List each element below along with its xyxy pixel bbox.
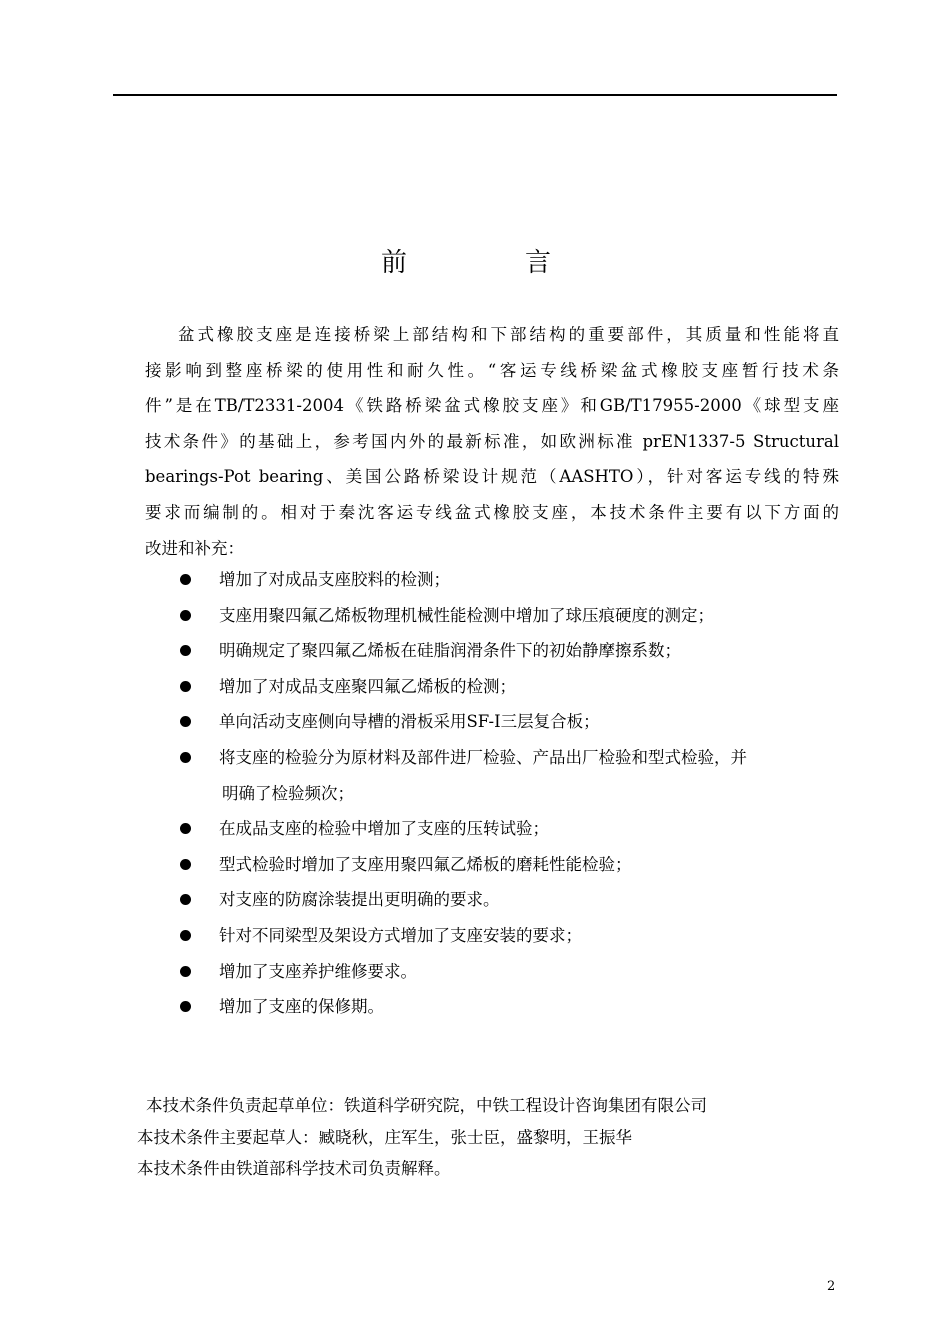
- main-drafters: 本技术条件主要起草人：臧晓秋，庄军生，张士臣，盛黎明，王振华: [137, 1127, 632, 1147]
- list-item: [180, 704, 840, 740]
- bullet-icon: [180, 574, 191, 585]
- bullet-icon: [180, 823, 191, 834]
- intro-line: 盆式橡胶支座是连接桥梁上部结构和下部结构的重要部件，其质量和性能将直: [178, 325, 839, 344]
- list-item-text: 针对不同梁型及架设方式增加了支座安装的要求；: [219, 925, 582, 945]
- bullet-icon: [180, 681, 191, 692]
- list-item: [180, 669, 840, 705]
- intro-line: 技术条件》的基础上，参考国内外的最新标准，如欧洲标准 prEN1337-5 Structural: [145, 431, 839, 451]
- page-number: 2: [827, 1279, 836, 1294]
- list-item-text: 增加了对成品支座聚四氟乙烯板的检测；: [219, 676, 516, 696]
- page-title: 前 言: [380, 248, 597, 278]
- list-item: [180, 740, 840, 811]
- drafting-units: 本技术条件负责起草单位：铁道科学研究院，中铁工程设计咨询集团有限公司: [146, 1096, 707, 1115]
- bullet-icon: [180, 894, 191, 905]
- list-item-text: 在成品支座的检验中增加了支座的压转试验；: [219, 819, 549, 839]
- list-item: [180, 562, 840, 598]
- bullet-icon: [180, 859, 191, 870]
- bullet-icon: [180, 752, 191, 763]
- credits-block: [137, 1090, 857, 1185]
- intro-paragraph: [145, 317, 839, 566]
- list-item-text: 型式检验时增加了支座用聚四氟乙烯板的磨耗性能检验；: [219, 854, 632, 874]
- list-item: [180, 882, 840, 918]
- list-item: [180, 847, 840, 883]
- improvements-list: [180, 562, 840, 1025]
- list-item-text: 支座用聚四氟乙烯板物理机械性能检测中增加了球压痕硬度的测定；: [219, 605, 714, 625]
- list-item-text: 增加了支座养护维修要求。: [219, 961, 417, 981]
- list-item-text: 对支座的防腐涂装提出更明确的要求。: [219, 890, 500, 910]
- intro-line: 接影响到整座桥梁的使用性和耐久性。“客运专线桥梁盆式橡胶支座暂行技术条: [145, 360, 839, 380]
- bullet-icon: [180, 930, 191, 941]
- intro-line: bearings-Pot bearing、美国公路桥梁设计规范（AASHTO），针对客运专线的特殊: [145, 467, 839, 487]
- bullet-icon: [180, 716, 191, 727]
- bullet-icon: [180, 966, 191, 977]
- list-item-text: 增加了支座的保修期。: [219, 997, 384, 1017]
- interpretation-note: 本技术条件由铁道部科学技术司负责解释。: [137, 1159, 451, 1178]
- bullet-icon: [180, 610, 191, 621]
- list-item: [180, 954, 840, 990]
- list-item: [180, 989, 840, 1025]
- list-item: [180, 918, 840, 954]
- list-item-text-continued: 明确了检验频次；: [222, 783, 354, 803]
- list-item: [180, 633, 840, 669]
- list-item-text: 将支座的检验分为原材料及部件进厂检验、产品出厂检验和型式检验，并: [219, 747, 747, 767]
- intro-line: 要求而编制的。相对于秦沈客运专线盆式橡胶支座，本技术条件主要有以下方面的: [145, 502, 839, 522]
- intro-line: 改进和补充：: [145, 538, 244, 558]
- bullet-icon: [180, 645, 191, 656]
- list-item: [180, 598, 840, 634]
- list-item-text: 明确规定了聚四氟乙烯板在硅脂润滑条件下的初始静摩擦系数；: [219, 641, 681, 661]
- header-rule: [113, 94, 837, 96]
- list-item-text: 单向活动支座侧向导槽的滑板采用SF-I三层复合板；: [219, 712, 600, 732]
- bullet-icon: [180, 1001, 191, 1012]
- list-item-text: 增加了对成品支座胶料的检测；: [219, 570, 450, 589]
- list-item: [180, 811, 840, 847]
- intro-line: 件”是在TB/T2331-2004《铁路桥梁盆式橡胶支座》和GB/T17955-2000《球型支座: [145, 396, 839, 416]
